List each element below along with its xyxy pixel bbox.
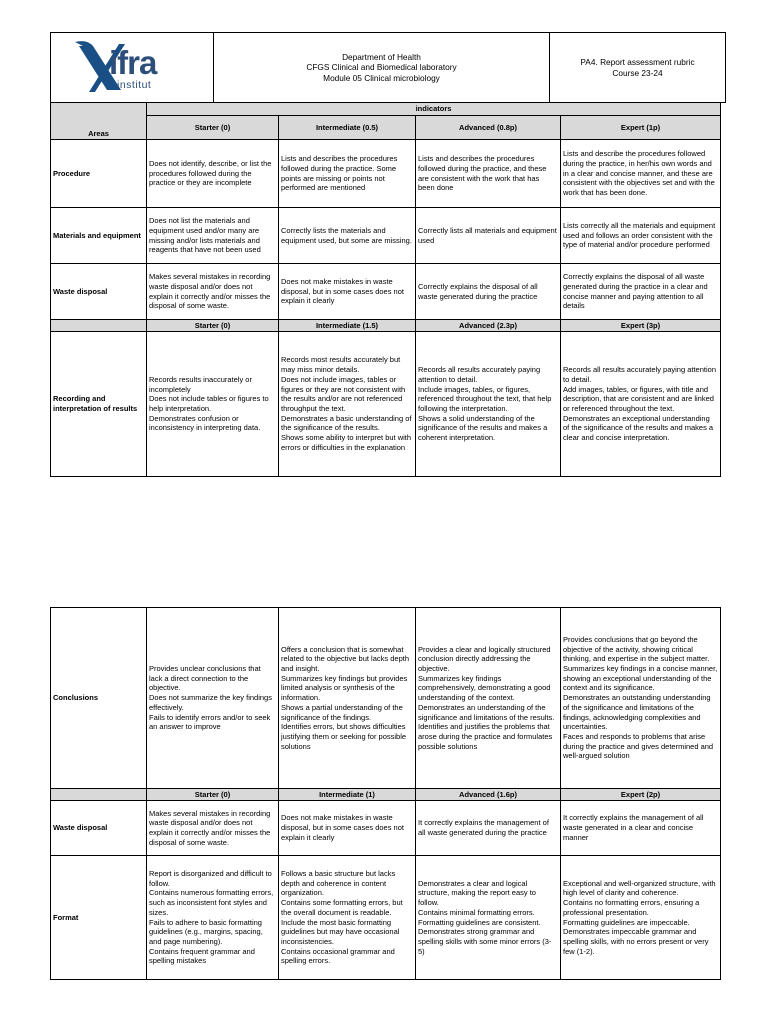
rubric-cell: Lists and describe the procedures followed during the practice, in her/his own words and in a clear and concise manner, and these are consistent with the objectives set and with the work that has been done. [561, 140, 721, 208]
area-label: Materials and equipment [51, 208, 147, 264]
table-row [51, 208, 721, 264]
level-header: Intermediate (1) [279, 789, 416, 801]
rubric-cell: Provides conclusions that go beyond the objective of the activity, showing critical thinking, and expertise in the subject matter. Summarizes key findings in a concise manner, showing an exceptional understanding of the context and its significance. Demonstrates an outstanding understanding of the significance and limitations of the findings, acknowledging complexities and uncertainties. Faces and responds to problems that arise during the practice and gives determined and well-argued solution [561, 608, 721, 789]
rubric-cell: Records results inaccurately or incompletely Does not include tables or figures to help interpretation. Demonstrates confusion or inconsistency in interpreting data. [147, 332, 279, 477]
module-line: Module 05 Clinical microbiology [323, 72, 440, 83]
rubric-cell: Correctly lists all materials and equipment used [416, 208, 561, 264]
department-cell [214, 33, 550, 103]
rubric-table-2 [50, 607, 721, 980]
level-header: Expert (3p) [561, 320, 721, 332]
table-row [51, 140, 721, 208]
level-header-blank [51, 320, 147, 332]
logo-text: ifra [109, 44, 157, 81]
level-header: Advanced (0.8p) [416, 116, 561, 140]
rubric-cell: Provides unclear conclusions that lack a direct connection to the objective. Does not summarize the key findings effectively. Fails to identify errors and/or to seek an answer to improve [147, 608, 279, 789]
department-line: Department of Health [342, 51, 421, 62]
level-header: Advanced (1.6p) [416, 789, 561, 801]
document-header [50, 32, 726, 103]
course-label: Course 23-24 [612, 67, 663, 78]
rubric-cell: Report is disorganized and difficult to follow. Contains numerous formatting errors, such as inconsistent font styles and sizes. Fails to adhere to basic formatting guidelines (e.g., margins, spacing, and page numbering). Contains frequent grammar and spelling mistakes [147, 856, 279, 980]
area-label: Procedure [51, 140, 147, 208]
rubric-cell: Provides a clear and logically structured conclusion directly addressing the objective. Summarizes key findings comprehensively, demonstrating a good understanding of the context. Demonstrates an understanding of the significance and limitations of the results. Identifies and justifies the problems that arose during the practice and formulates possible solutions [416, 608, 561, 789]
level-header: Expert (2p) [561, 789, 721, 801]
rubric-title-cell [550, 33, 726, 103]
table-row [51, 332, 721, 477]
level-header: Intermediate (1.5) [279, 320, 416, 332]
rubric-cell: Lists and describes the procedures followed during the practice. Some points are missing or points not performed are mentioned [279, 140, 416, 208]
area-label: Waste disposal [51, 264, 147, 320]
rubric-cell: Offers a conclusion that is somewhat related to the objective but lacks depth and insight. Summarizes key findings but provides limited analysis or synthesis of the information. Shows a partial understanding of the significance of the findings. Identifies errors, but shows difficulties justifying them or seeking for possible solutions [279, 608, 416, 789]
level-header: Starter (0) [147, 116, 279, 140]
program-line: CFGS Clinical and Biomedical laboratory [306, 62, 457, 73]
rubric-cell: Does not list the materials and equipment used and/or many are missing and/or lists materials and reagents that have not been used [147, 208, 279, 264]
area-label: Recording and interpretation of results [51, 332, 147, 477]
rubric-cell: Makes several mistakes in recording waste disposal and/or does not explain it correctly and/or misses the disposal of some waste. [147, 801, 279, 856]
indicators-header: indicators [147, 103, 721, 116]
table-row [51, 264, 721, 320]
rubric-cell: Does not make mistakes in waste disposal, but in some cases does not explain it clearly [279, 801, 416, 856]
rubric-cell: Records all results accurately paying attention to detail. Include images, tables, or figures, referenced throughout the text, that help following the interpretation. Shows a solid understanding of the significance of the results and makes a coherent interpretation. [416, 332, 561, 477]
logo-subtext: institut [117, 79, 152, 91]
level-header: Intermediate (0.5) [279, 116, 416, 140]
level-header: Expert (1p) [561, 116, 721, 140]
level-header-blank [51, 789, 147, 801]
rubric-cell: Correctly explains the disposal of all waste generated during the practice in a clear and concise manner and paying attention to all details [561, 264, 721, 320]
table-row [51, 856, 721, 980]
table-row [51, 608, 721, 789]
rubric-cell: Does not identify, describe, or list the procedures followed during the practice or they are incomplete [147, 140, 279, 208]
rubric-cell: Correctly explains the disposal of all waste generated during the practice [416, 264, 561, 320]
rubric-cell: It correctly explains the management of all waste generated during the practice [416, 801, 561, 856]
rubric-cell: Lists correctly all the materials and equipment used and follows an order consistent with the type of material and/or procedure performed [561, 208, 721, 264]
rubric-cell: Makes several mistakes in recording waste disposal and/or does not explain it correctly and/or misses the disposal of some waste. [147, 264, 279, 320]
rubric-cell: It correctly explains the management of all waste generated in a clear and concise manner [561, 801, 721, 856]
rubric-cell: Correctly lists the materials and equipment used, but some are missing. [279, 208, 416, 264]
area-label: Waste disposal [51, 801, 147, 856]
areas-header: Areas [51, 103, 147, 140]
table-row [51, 801, 721, 856]
rubric-cell: Does not make mistakes in waste disposal, but in some cases does not explain it clearly [279, 264, 416, 320]
rubric-table-1 [50, 102, 721, 477]
rubric-cell: Lists and describes the procedures followed during the practice, and these are consistent with the work that has been done [416, 140, 561, 208]
rubric-cell: Records most results accurately but may miss minor details. Does not include images, tables or figures or they are not consistent with the results and/or are not referenced throughput the text. Demonstrates a basic understanding of the significance of the results. Shows some ability to interpret but with errors or difficulties in the explanation [279, 332, 416, 477]
rubric-cell: Records all results accurately paying attention to detail. Add images, tables, or figures, with title and description, that are consistent and are linked or referenced throughout the text. Demonstrates an exceptional understanding of the significance of the results and makes a clear and concise interpretation. [561, 332, 721, 477]
area-label: Conclusions [51, 608, 147, 789]
rubric-cell: Follows a basic structure but lacks depth and coherence in content organization. Contains some formatting errors, but the overall document is readable. Include the most basic formatting guidelines but may have occasional inconsistencies. Contains occasional grammar and spelling errors. [279, 856, 416, 980]
area-label: Format [51, 856, 147, 980]
logo-cell [51, 33, 214, 103]
level-header: Starter (0) [147, 320, 279, 332]
rubric-cell: Demonstrates a clear and logical structure, making the report easy to follow. Contains minimal formatting errors. Formatting guidelines are consistent. Demonstrates strong grammar and spelling skills with some minor errors (3-5) [416, 856, 561, 980]
rubric-cell: Exceptional and well-organized structure, with high level of clarity and coherence. Contains no formatting errors, ensuring a professional presentation. Formatting guidelines are impeccable. Demonstrates impeccable grammar and spelling skills, with no errors present or very few (1-2). [561, 856, 721, 980]
xifra-logo [57, 40, 207, 95]
level-header: Advanced (2.3p) [416, 320, 561, 332]
rubric-title: PA4. Report assessment rubric [580, 57, 695, 67]
level-header: Starter (0) [147, 789, 279, 801]
